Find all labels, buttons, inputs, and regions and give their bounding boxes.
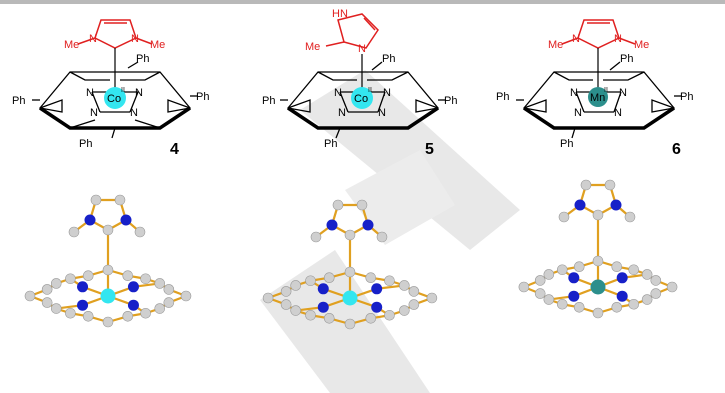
compound-5-n: N (358, 43, 366, 55)
carbon-atom (51, 278, 61, 288)
carbon-atom (345, 267, 355, 277)
compound-6-me-left: Me (548, 39, 564, 51)
compound-5-ph-bottom: Ph (324, 138, 338, 150)
carbon-atom (593, 210, 603, 220)
carbon-atom (535, 275, 545, 285)
compound-4-n1: N (86, 87, 94, 99)
carbon-atom (141, 274, 151, 284)
nitrogen-atom (371, 283, 382, 294)
carbon-atom (324, 273, 334, 283)
carbon-atom (164, 284, 174, 294)
compound-4-me-right: Me (150, 39, 166, 51)
nitrogen-atom (128, 300, 139, 311)
compound-4-ph-top: Ph (136, 53, 150, 65)
carbon-atom (409, 300, 419, 310)
nitrogen-atom (327, 220, 338, 231)
carbon-atom (83, 311, 93, 321)
nitrogen-atom (128, 281, 139, 292)
carbon-atom (427, 293, 437, 303)
nitrogen-atom (617, 272, 628, 283)
carbon-atom (291, 280, 301, 290)
compound-6-n4: N (614, 107, 622, 119)
compound-4-ph-bottom: Ph (79, 138, 93, 150)
metal-atom (101, 289, 116, 304)
nitrogen-atom (318, 302, 329, 313)
compound-4-ph-left: Ph (12, 95, 26, 107)
carbon-atom (42, 284, 52, 294)
nitrogen-atom (575, 200, 586, 211)
nitrogen-atom (617, 291, 628, 302)
compound-6-structure (496, 20, 693, 158)
compound-6-n1: N (570, 87, 578, 99)
carbon-atom (42, 298, 52, 308)
crystal-structure-4 (25, 195, 191, 327)
compound-4-n2: N (135, 87, 143, 99)
nitrogen-atom (77, 300, 88, 311)
carbon-atom (544, 269, 554, 279)
carbon-atom (141, 308, 151, 318)
carbon-atom (399, 306, 409, 316)
metal-atom (343, 291, 358, 306)
carbon-atom (366, 313, 376, 323)
carbon-atom (574, 302, 584, 312)
carbon-atom (155, 304, 165, 314)
carbon-atom (115, 195, 125, 205)
carbon-atom (103, 225, 113, 235)
nitrogen-atom (85, 215, 96, 226)
carbon-atom (345, 319, 355, 329)
compound-5-n1: N (334, 87, 342, 99)
carbon-atom (605, 180, 615, 190)
compound-5-n3: N (338, 107, 346, 119)
carbon-atom (69, 227, 79, 237)
compound-6-ph-bottom: Ph (560, 138, 574, 150)
crystal-structure-6 (519, 180, 677, 318)
carbon-atom (25, 291, 35, 301)
nitrogen-atom (568, 291, 579, 302)
compound-6-ph-right: Ph (680, 91, 694, 103)
nitrogen-atom (77, 281, 88, 292)
compound-4-ph-right: Ph (196, 91, 210, 103)
carbon-atom (135, 227, 145, 237)
carbon-atom (519, 282, 529, 292)
carbon-atom (557, 299, 567, 309)
carbon-atom (642, 269, 652, 279)
compound-5-me: Me (305, 41, 321, 53)
carbon-atom (306, 276, 316, 286)
carbon-atom (357, 200, 367, 210)
compound-4-oxidation: II (121, 87, 125, 94)
carbon-atom (559, 212, 569, 222)
compound-5-ph-right: Ph (444, 95, 458, 107)
compound-6-n-right: N (614, 33, 622, 45)
carbon-atom (324, 313, 334, 323)
compound-4-n-right: N (131, 33, 139, 45)
nitrogen-atom (121, 215, 132, 226)
carbon-atom (574, 262, 584, 272)
compound-4-n-left: N (89, 33, 97, 45)
carbon-atom (581, 180, 591, 190)
compound-4-n4: N (130, 107, 138, 119)
nitrogen-atom (363, 220, 374, 231)
metal-atom (591, 280, 606, 295)
carbon-atom (91, 195, 101, 205)
carbon-atom (291, 306, 301, 316)
carbon-atom (629, 265, 639, 275)
compound-4-metal: Co (107, 93, 122, 105)
carbon-atom (123, 311, 133, 321)
carbon-atom (333, 200, 343, 210)
carbon-atom (65, 308, 75, 318)
compound-6-metal: Mn (590, 92, 606, 104)
compound-5-ph-left: Ph (262, 95, 276, 107)
compound-5-oxidation: II (368, 87, 372, 94)
carbon-atom (263, 293, 273, 303)
nitrogen-atom (318, 283, 329, 294)
carbon-atom (51, 304, 61, 314)
carbon-atom (409, 286, 419, 296)
compound-6-ph-top: Ph (620, 53, 634, 65)
carbon-atom (181, 291, 191, 301)
carbon-atom (281, 300, 291, 310)
compound-6-number: 6 (672, 141, 681, 158)
carbon-atom (651, 275, 661, 285)
carbon-atom (629, 299, 639, 309)
carbon-atom (651, 289, 661, 299)
compound-4-n3: N (90, 107, 98, 119)
carbon-atom (593, 256, 603, 266)
carbon-atom (103, 317, 113, 327)
compound-4-me-left: Me (64, 39, 80, 51)
carbon-atom (593, 308, 603, 318)
carbon-atom (377, 232, 387, 242)
carbon-atom (65, 274, 75, 284)
carbon-atom (155, 278, 165, 288)
carbon-atom (345, 230, 355, 240)
carbon-atom (612, 302, 622, 312)
carbon-atom (384, 276, 394, 286)
nitrogen-atom (371, 302, 382, 313)
carbon-atom (311, 232, 321, 242)
compound-6-n2: N (619, 87, 627, 99)
carbon-atom (281, 286, 291, 296)
compound-5-number: 5 (425, 141, 434, 158)
compound-5-n2: N (383, 87, 391, 99)
carbon-atom (544, 295, 554, 305)
carbon-atom (366, 273, 376, 283)
compound-6-n3: N (574, 107, 582, 119)
carbon-atom (164, 298, 174, 308)
carbon-atom (535, 289, 545, 299)
compound-6-me-right: Me (634, 39, 650, 51)
watermark-mark (260, 70, 520, 393)
compound-6-n-left: N (572, 33, 580, 45)
carbon-atom (667, 282, 677, 292)
carbon-atom (557, 265, 567, 275)
compound-6-oxidation: II (604, 87, 608, 94)
compound-5-hn: HN (332, 8, 348, 20)
compound-4-structure (12, 20, 209, 158)
nitrogen-atom (611, 200, 622, 211)
carbon-atom (399, 280, 409, 290)
compound-4-number: 4 (170, 141, 179, 158)
carbon-atom (642, 295, 652, 305)
nitrogen-atom (568, 272, 579, 283)
carbon-atom (625, 212, 635, 222)
compound-5-ph-top: Ph (382, 53, 396, 65)
carbon-atom (123, 271, 133, 281)
compound-6-ph-left: Ph (496, 91, 510, 103)
carbon-atom (384, 310, 394, 320)
compound-5-metal: Co (354, 93, 369, 105)
compound-5-n4: N (378, 107, 386, 119)
carbon-atom (103, 265, 113, 275)
carbon-atom (612, 262, 622, 272)
carbon-atom (306, 310, 316, 320)
carbon-atom (83, 271, 93, 281)
